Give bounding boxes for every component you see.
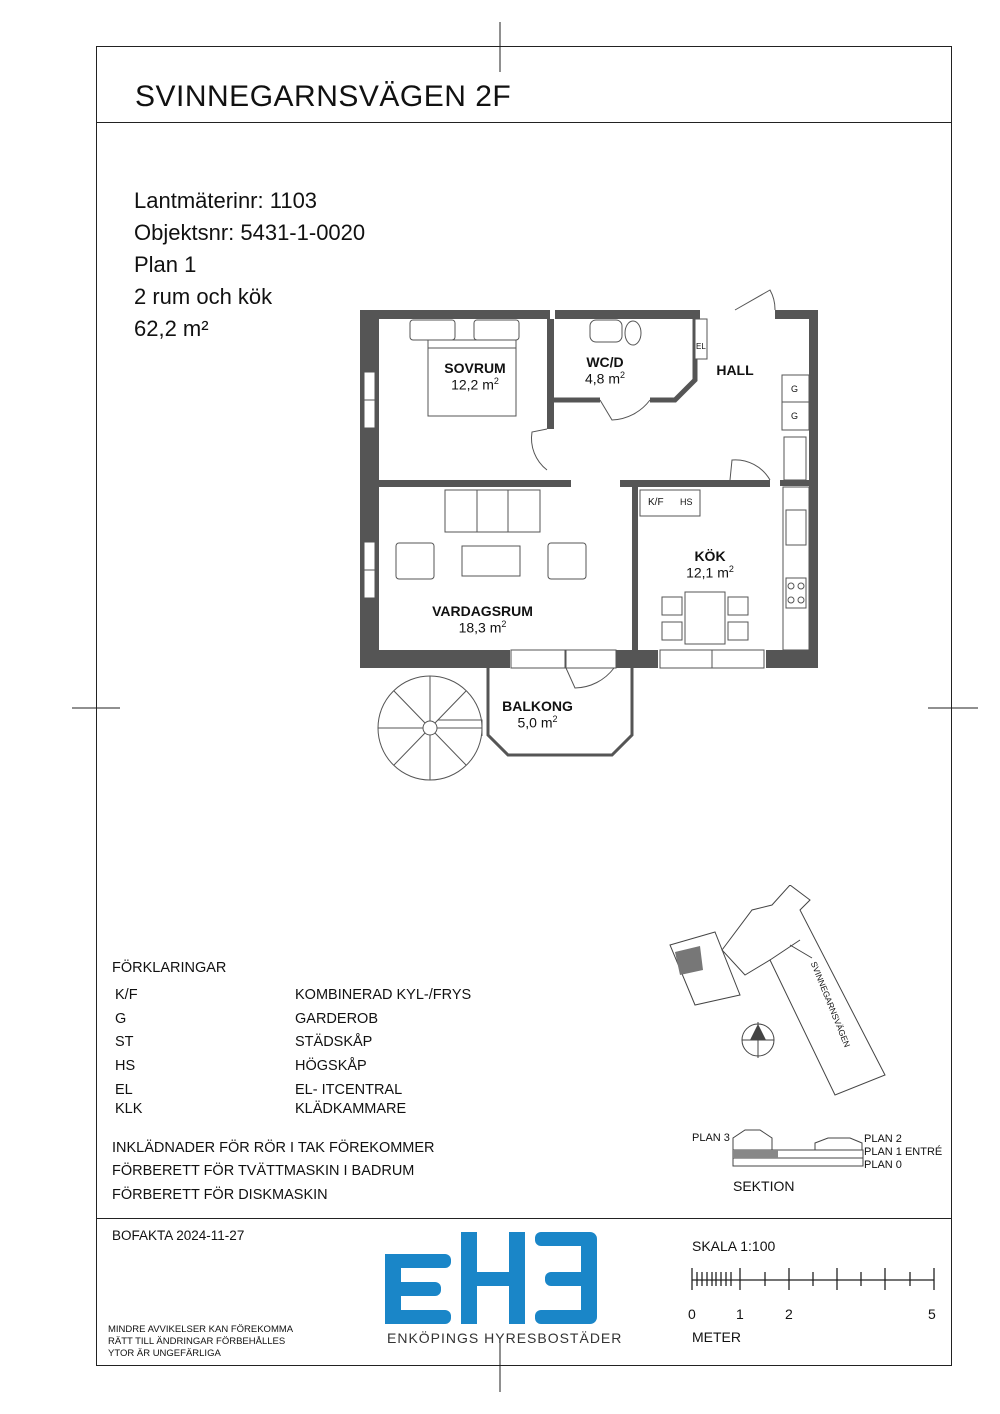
section-plan2: PLAN 2 xyxy=(864,1133,902,1145)
scale-title: SKALA 1:100 xyxy=(692,1238,776,1254)
ehb-logo xyxy=(385,1232,601,1324)
note-2: FÖRBERETT FÖR TVÄTTMASKIN I BADRUM xyxy=(112,1163,415,1179)
note-3: FÖRBERETT FÖR DISKMASKIN xyxy=(112,1187,328,1203)
scale-tick-0: 0 xyxy=(688,1306,696,1322)
room-area: 5,0 $m^2$ xyxy=(517,714,558,731)
room-area: 12,1 $m^2$ xyxy=(686,564,734,581)
section-title: SEKTION xyxy=(733,1178,795,1194)
room-name: SOVRUM xyxy=(444,360,506,376)
bofakta-date: BOFAKTA 2024-11-27 xyxy=(112,1228,245,1243)
objektsnr: Objektsnr: 5431-1-0020 xyxy=(134,220,366,245)
legend-heading: FÖRKLARINGAR xyxy=(112,960,227,976)
section-plan0: PLAN 0 xyxy=(864,1159,902,1171)
section-plan1: PLAN 1 ENTRÉ xyxy=(864,1146,943,1158)
room-area: 4,8 $m^2$ xyxy=(584,370,626,387)
room-kok xyxy=(665,548,755,581)
note-1: INKLÄDNADER FÖR RÖR I TAK FÖREKOMMER xyxy=(112,1140,435,1156)
room-hall: HALL xyxy=(716,362,754,378)
scale-tick-2: 2 xyxy=(785,1306,793,1322)
fixture-hs: HS xyxy=(680,497,693,507)
fixture-g2: G xyxy=(791,411,799,421)
room-wcd xyxy=(560,354,650,387)
scale-tick-5: 5 xyxy=(928,1306,936,1322)
room-name: VARDAGSRUM xyxy=(432,603,533,619)
room-sovrum xyxy=(420,360,530,393)
plan-label: Plan 1 xyxy=(134,252,197,277)
lantmaterinr: Lantmäterinr: 1103 xyxy=(134,188,318,213)
fixture-g1: G xyxy=(791,384,799,394)
room-area: 12,2 $m^2$ xyxy=(451,376,499,393)
scale-tick-1: 1 xyxy=(736,1306,744,1322)
scale-bar xyxy=(688,1262,938,1298)
property-info xyxy=(134,185,365,345)
disclaimer: MINDRE AVVIKELSER KAN FÖREKOMMA RÄTT TILL ÄNDRINGAR FÖRBEHÅLLES YTOR ÄR UNGEFÄRLIGA xyxy=(108,1324,294,1359)
room-balkong xyxy=(490,698,585,731)
room-name: WC/D xyxy=(586,354,624,370)
street-label: SVINNEGARNSVÄGEN xyxy=(808,960,853,1049)
section-plan3: PLAN 3 xyxy=(692,1132,730,1144)
page-title: SVINNEGARNSVÄGEN 2F xyxy=(135,80,512,113)
room-area: 18,3 $m^2$ xyxy=(458,619,507,636)
room-name: BALKONG xyxy=(502,698,573,714)
total-area: 62,2 m² xyxy=(134,316,209,341)
site-plan xyxy=(665,885,895,1100)
room-vardagsrum xyxy=(410,603,555,636)
scale-unit: METER xyxy=(692,1329,741,1345)
section-diagram xyxy=(730,1125,870,1170)
room-count: 2 rum och kök xyxy=(134,284,273,309)
room-name: KÖK xyxy=(694,548,726,564)
company-name: ENKÖPINGS HYRESBOSTÄDER xyxy=(387,1330,623,1346)
fixture-el: EL xyxy=(696,342,706,351)
fixture-kf: K/F xyxy=(648,497,664,508)
